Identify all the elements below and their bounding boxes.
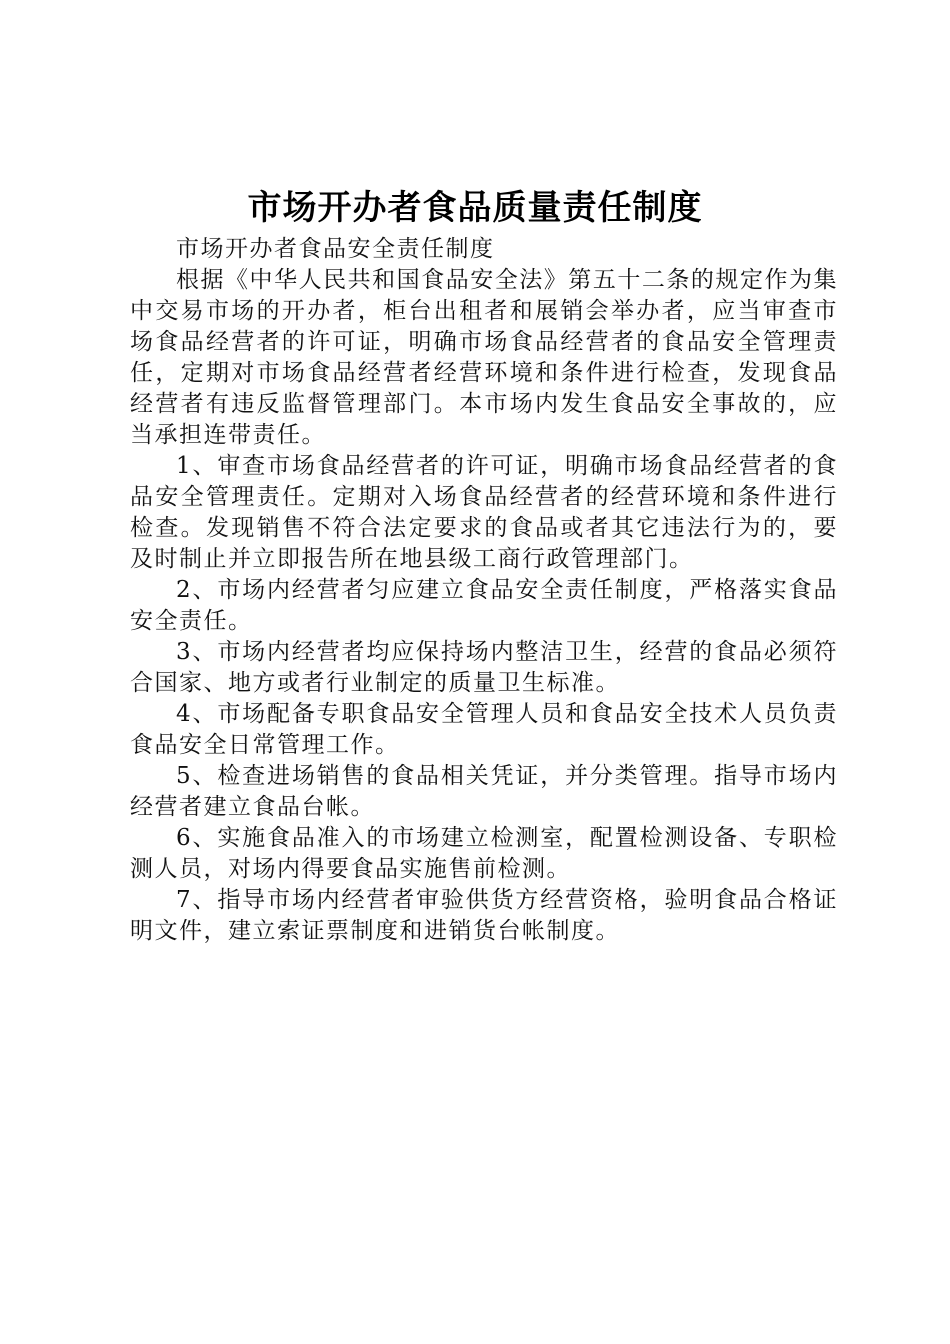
paragraph-item-3: 3、市场内经营者均应保持场内整洁卫生，经营的食品必须符合国家、地方或者行业制定的质量卫生标准。	[130, 639, 838, 696]
paragraph-item-2: 2、市场内经营者匀应建立食品安全责任制度，严格落实食品安全责任。	[130, 577, 838, 634]
document-body	[130, 234, 838, 947]
paragraph-item-1: 1、审查市场食品经营者的许可证，明确市场食品经营者的食品安全管理责任。定期对入场食品经营者的经营环境和条件进行检查。发现销售不符合法定要求的食品或者其它违法行为的，要及时制止并立即报告所在地县级工商行政管理部门。	[130, 453, 838, 572]
document-title: 市场开办者食品质量责任制度	[247, 188, 703, 228]
paragraph-intro: 根据《中华人民共和国食品安全法》第五十二条的规定作为集中交易市场的开办者，柜台出租者和展销会举办者，应当审查市场食品经营者的许可证，明确市场食品经营者的食品安全管理责任，定期对市场食品经营者经营环境和条件进行检查，发现食品经营者有违反监督管理部门。本市场内发生食品安全事故的，应当承担连带责任。	[130, 267, 838, 448]
paragraph-subtitle: 市场开办者食品安全责任制度	[176, 236, 495, 262]
paragraph-item-6: 6、实施食品准入的市场建立检测室，配置检测设备、专职检测人员，对场内得要食品实施售前检测。	[130, 825, 838, 882]
paragraph-item-5: 5、检查进场销售的食品相关凭证，并分类管理。指导市场内经营者建立食品台帐。	[130, 763, 838, 820]
paragraph-item-7: 7、指导市场内经营者审验供货方经营资格，验明食品合格证明文件，建立索证票制度和进销货台帐制度。	[130, 887, 838, 944]
paragraph-item-4: 4、市场配备专职食品安全管理人员和食品安全技术人员负责食品安全日常管理工作。	[130, 701, 838, 758]
